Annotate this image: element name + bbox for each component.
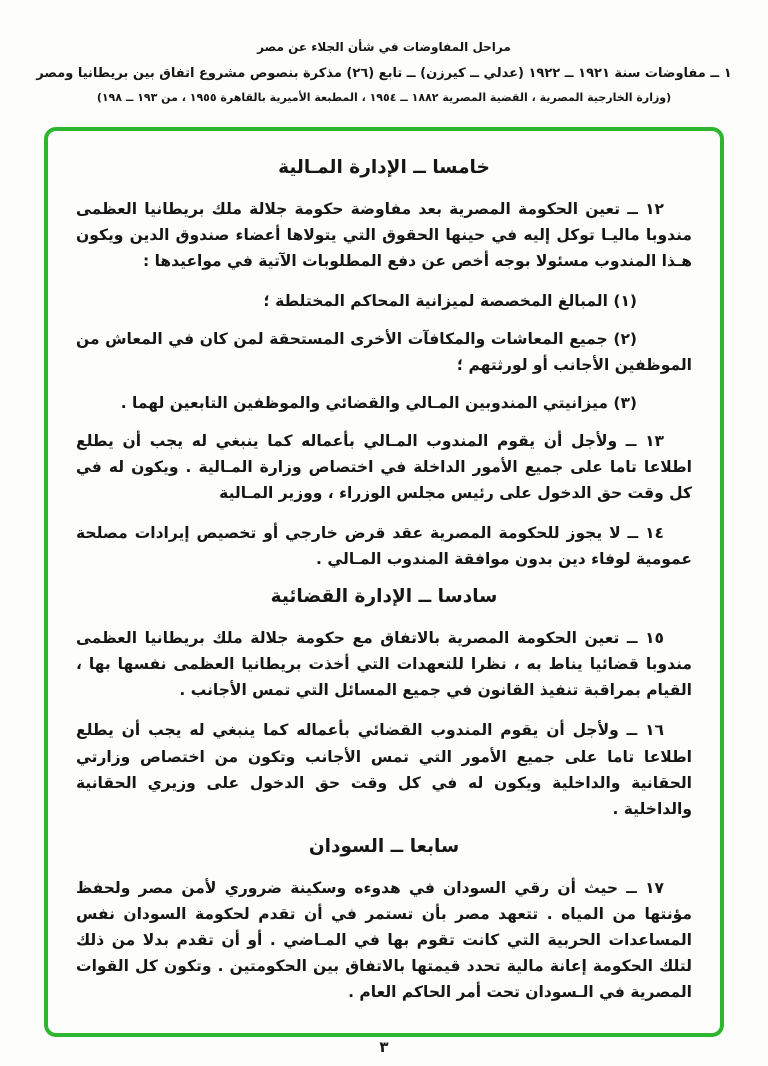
page-header: [0, 40, 768, 104]
paragraph-article-12: ١٢ ــ تعين الحكومة المصرية بعد مفاوضة حكومة جلالة ملك بريطانيا العظمى مندوبا ماليـا توكل إليه في حينها الحقوق التي يتولاها أعضاء صندوق الدين ويكون هـذا المندوب مسئولا بوجه أخص عن دفع المطلوبات الآتية في مواعيدها :: [76, 200, 692, 271]
section-heading-judicial-administration: سادسا ــ الإدارة القضائية: [270, 586, 498, 608]
list-item-1: (١) المبالغ المخصصة لميزانية المحاكم المختلطة ؛: [263, 292, 637, 311]
page-number: ٣: [379, 1038, 389, 1056]
header-source-citation: (وزارة الخارجية المصرية ، القضية المصرية ١٨٨٢ ــ ١٩٥٤ ، المطبعة الأميرية بالقاهرة ١٩٥٥ ، من ١٩٣ ــ ١٩٨): [96, 91, 672, 104]
paragraph-article-13: ١٣ ــ ولأجل أن يقوم المندوب المـالي بأعماله كما ينبغي له يجب أن يطلع اطلاعا تاما على جميع الأمور الداخلة في اختصاص وزارة المـالية . ويكون له في كل وقت حق الدخول على رئيس مجلس الوزراء ، ووزير المـالية: [76, 432, 692, 503]
paragraph-article-16: ١٦ ــ ولأجل أن يقوم المندوب القضائي بأعماله كما ينبغي له يجب أن يطلع اطلاعا تاما على جميع الأمور التي تمس الأجانب وتكون من اختصاص وزارتي الحقانية والداخلية ويكون له في كل وقت حق الدخول على وزيري الحقانية والداخلية .: [76, 721, 692, 818]
section-heading-sudan: سابعا ــ السودان: [308, 835, 460, 857]
list-item-2: (٢) جميع المعاشات والمكافآت الأخرى المستحقة لمن كان في المعاش من الموظفين الأجانب أو لورثتهم ؛: [76, 330, 692, 375]
header-title: مراحل المفاوضات في شأن الجلاء عن مصر: [257, 40, 511, 54]
section-heading-financial-administration: خامسا ــ الإدارة المـالية: [278, 157, 490, 178]
content-box: [44, 127, 724, 1037]
paragraph-article-15: ١٥ ــ تعين الحكومة المصرية بالاتفاق مع حكومة جلالة ملك بريطانيا العظمى مندوبا قضائيا يناط به ، نظرا للتعهدات التي أخذت بريطانيا العظمى نفسها بها ، القيام بمراقبة تنفيذ القانون في جميع المسائل التي تمس الأجانب .: [76, 629, 692, 700]
header-subtitle: ١ ــ مفاوضات سنة ١٩٢١ ــ ١٩٢٢ (عدلي ــ كيرزن) ــ تابع (٢٦) مذكرة بنصوص مشروع اتفاق بين بريطانيا ومصر: [36, 66, 732, 81]
list-item-3: (٣) ميزانيتي المندوبين المـالي والقضائي والموظفين التابعين لهما .: [120, 394, 637, 413]
paragraph-article-14: ١٤ ــ لا يجوز للحكومة المصرية عقد قرض خارجي أو تخصيص إيرادات مصلحة عمومية لوفاء دين بدون موافقة المندوب المـالي .: [76, 524, 692, 569]
paragraph-article-17: ١٧ ــ حيث أن رقي السودان في هدوءه وسكينة ضروري لأمن مصر ولحفظ مؤنتها من المياه . تتعهد مصر بأن تستمر في أن تقدم لحكومة السودان نفس المساعدات الحربية التي كانت تقوم بها في المـاضي . أو أن تقدم بدلا من ذلك لتلك الحكومة إعانة مالية تحدد قيمتها بالاتفاق بين الحكومتين . وتكون كل القوات المصرية في الـسودان تحت أمر الحاكم العام .: [76, 878, 692, 1001]
